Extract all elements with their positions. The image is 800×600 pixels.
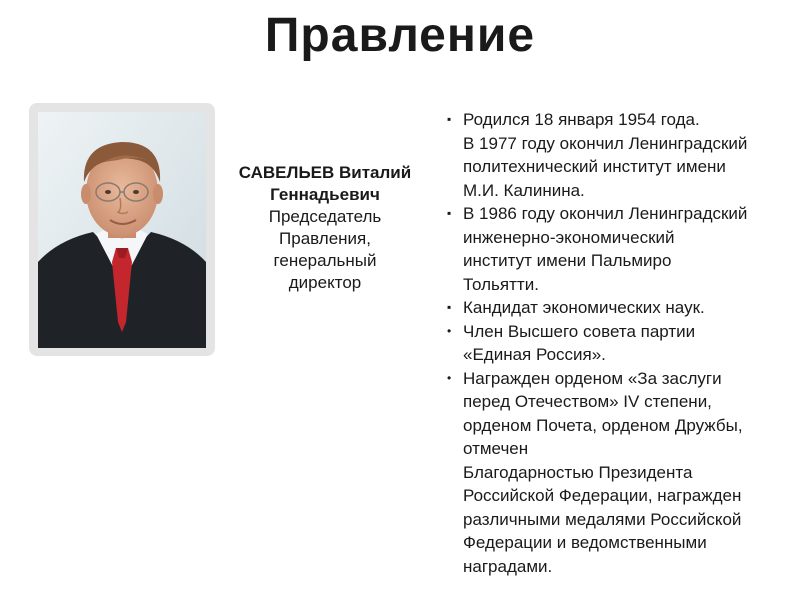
bio-line: Российской Федерации, награжден [463, 486, 742, 505]
person-caption [222, 162, 428, 294]
bullet-icon: ▪ [447, 300, 452, 314]
bio-line: наградами. [463, 556, 553, 576]
bio-line: М.И. Калинина. [463, 180, 585, 200]
bio-line: В 1986 году окончил Ленинградский [463, 204, 748, 223]
bullet-icon: • [447, 323, 452, 338]
bullet-icon: ▪ [447, 206, 452, 220]
bio-line: институт имени Пальмиро [463, 251, 672, 270]
biography-list [447, 108, 795, 578]
person-position-line: Председатель [268, 207, 382, 226]
bio-item-birth-education [447, 108, 795, 202]
bio-line: Член Высшего совета партии [463, 321, 696, 341]
portrait-frame [29, 103, 215, 356]
bio-line: перед Отечеством» IV степени, [463, 392, 712, 411]
bio-line: отмечен [463, 439, 529, 458]
bio-item-second-education [447, 202, 795, 296]
bio-line: Тольятти. [463, 274, 539, 294]
bio-line: инженерно-экономический [463, 227, 675, 247]
page-title: Правление [264, 9, 536, 62]
bullet-icon: • [447, 370, 452, 385]
person-position-line: генеральный [273, 251, 377, 270]
bio-item-party [447, 320, 795, 367]
bio-line: Федерации и ведомственными [463, 533, 707, 552]
portrait-photo [38, 112, 206, 348]
person-name-line-2: Геннадьевич [270, 185, 380, 204]
bio-line: различными медалями Российской [463, 509, 742, 529]
bio-item-awards [447, 367, 795, 579]
bio-line: Благодарностью Президента [463, 462, 693, 482]
person-position-line: Правления, [279, 229, 371, 248]
person-position-line: директор [288, 273, 362, 292]
bio-line: В 1977 году окончил Ленинградский [463, 133, 748, 153]
bullet-icon: ▪ [447, 112, 452, 126]
bio-line: орденом Почета, орденом Дружбы, [463, 415, 743, 435]
person-name-line-1: САВЕЛЬЕВ Виталий [238, 163, 412, 182]
bio-item-degree [447, 296, 795, 320]
bio-line: Награжден орденом «За заслуги [463, 368, 722, 388]
bio-line: «Единая Россия». [463, 345, 606, 364]
bio-line: политехнический институт имени [463, 157, 726, 176]
bio-line: Родился 18 января 1954 года. [463, 110, 700, 129]
bio-line: Кандидат экономических наук. [463, 298, 705, 317]
